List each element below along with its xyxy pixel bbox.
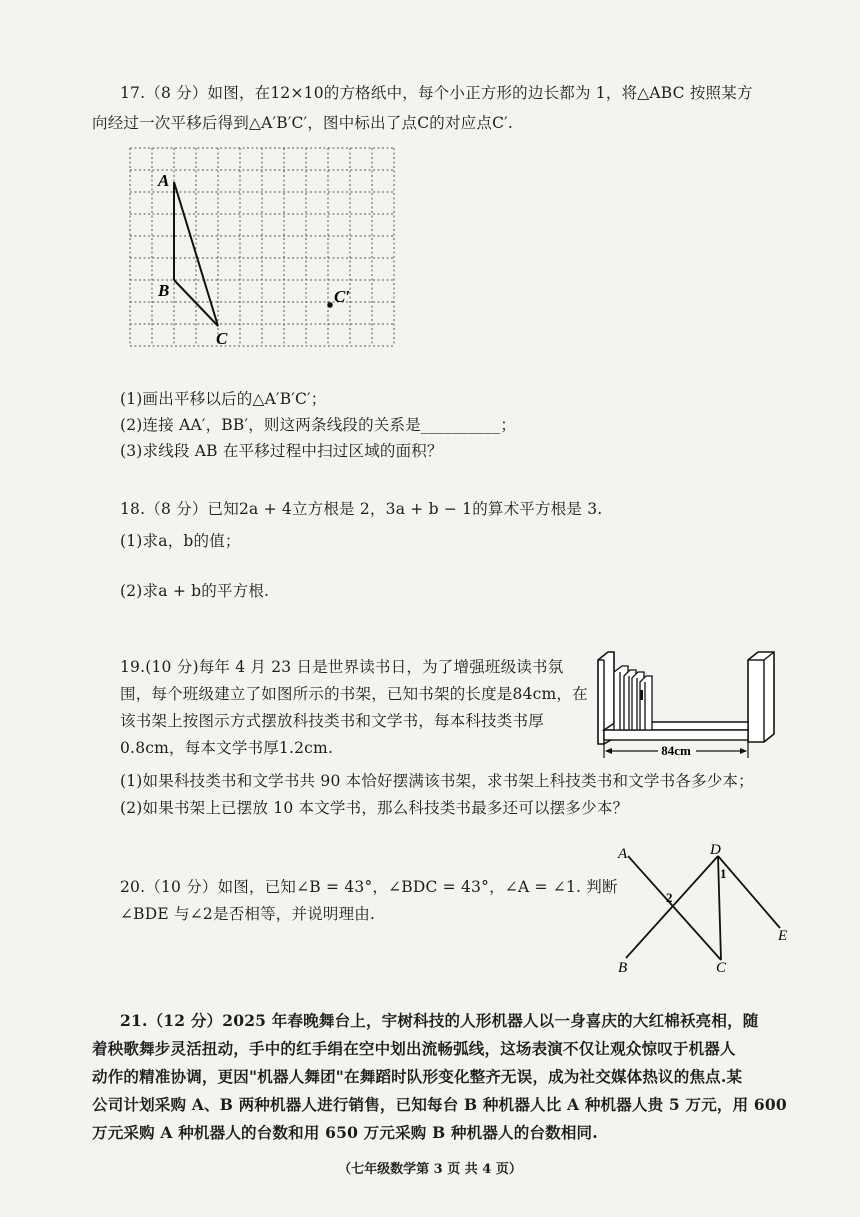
- label-a: A: [158, 171, 170, 190]
- q21-line3: 动作的精准协调，更因"机器人舞团"在舞蹈时队形变化整齐无误，成为社交媒体热议的焦点.某: [92, 1067, 743, 1086]
- label-c: C: [216, 329, 228, 348]
- q19-part2: (2)如果书架上已摆放 10 本文学书，那么科技类书最多还可以摆多少本？: [120, 799, 629, 817]
- q21-line1: 21.（12 分）2025 年春晚舞台上，宇树科技的人形机器人以一身喜庆的大红棉袄亮相，随: [120, 1011, 759, 1030]
- q19-line3: 该书架上按图示方式摆放科技类书和文学书，每本科技类书厚: [120, 712, 544, 730]
- page-footer: （七年级数学第 3 页 共 4 页）: [338, 1162, 522, 1177]
- q17-part1: (1)画出平移以后的△A′B′C′；: [120, 390, 327, 408]
- q20-line1: 20.（10 分）如图，已知∠B = 43°，∠BDC = 43°，∠A = ∠1. 判断: [120, 878, 618, 896]
- label-b: B: [158, 281, 170, 300]
- label-d: D: [710, 842, 721, 858]
- q17-line2: 向经过一次平移后得到△A′B′C′，图中标出了点C的对应点C′.: [92, 114, 513, 132]
- q18-part2: (2)求a + b的平方根.: [120, 582, 270, 600]
- q19-line4: 0.8cm，每本文学书厚1.2cm.: [120, 739, 334, 757]
- q17-line1: 17.（8 分）如图，在12×10的方格纸中，每个小正方形的边长都为 1，将△ABC 按照某方: [120, 84, 753, 102]
- segment-ac: [628, 856, 721, 960]
- label-angle-1: 1: [720, 866, 727, 881]
- q17-grid-figure: [120, 138, 410, 350]
- q18-line1: 18.（8 分）已知2a + 4立方根是 2，3a + b − 1的算术平方根是 3.: [120, 500, 603, 518]
- label-angle-2: 2: [666, 890, 673, 905]
- label-e: E: [778, 928, 788, 944]
- q17-part2: (2)连接 AA′，BB′，则这两条线段的关系是__________；: [120, 416, 517, 434]
- q21-line4: 公司计划采购 A、B 两种机器人进行销售，已知每台 B 种机器人比 A 种机器人贵 5 万元，用 600: [92, 1095, 787, 1114]
- q19-line1: 19.(10 分)每年 4 月 23 日是世界读书日，为了增强班级读书氛: [120, 658, 564, 676]
- point-c-prime: [327, 302, 333, 308]
- shelf-length-label: 84cm: [661, 743, 691, 758]
- segment-de: [718, 856, 780, 928]
- segment-bd: [626, 856, 718, 958]
- q17-part3: (3)求线段 AB 在平移过程中扫过区域的面积？: [120, 442, 443, 460]
- q19-bookshelf-figure: [596, 646, 780, 762]
- label-b: B: [618, 960, 628, 976]
- q19-part1: (1)如果科技类书和文学书共 90 本恰好摆满该书架，求书架上科技类书和文学书各多少本；: [120, 772, 754, 790]
- q19-line2: 围，每个班级建立了如图所示的书架，已知书架的长度是84cm，在: [120, 685, 588, 703]
- label-c-prime: C′: [334, 287, 351, 306]
- q20-geometry-figure: [614, 842, 804, 978]
- q20-line2: ∠BDE 与∠2是否相等，并说明理由.: [120, 905, 376, 923]
- q21-line2: 着秧歌舞步灵活扭动，手中的红手绢在空中划出流畅弧线，这场表演不仅让观众惊叹于机器人: [92, 1039, 736, 1058]
- q21-line5: 万元采购 A 种机器人的台数和用 650 万元采购 B 种机器人的台数相同.: [92, 1123, 598, 1142]
- q18-part1: (1)求a，b的值；: [120, 532, 241, 550]
- label-a: A: [618, 846, 628, 862]
- label-c: C: [716, 960, 727, 976]
